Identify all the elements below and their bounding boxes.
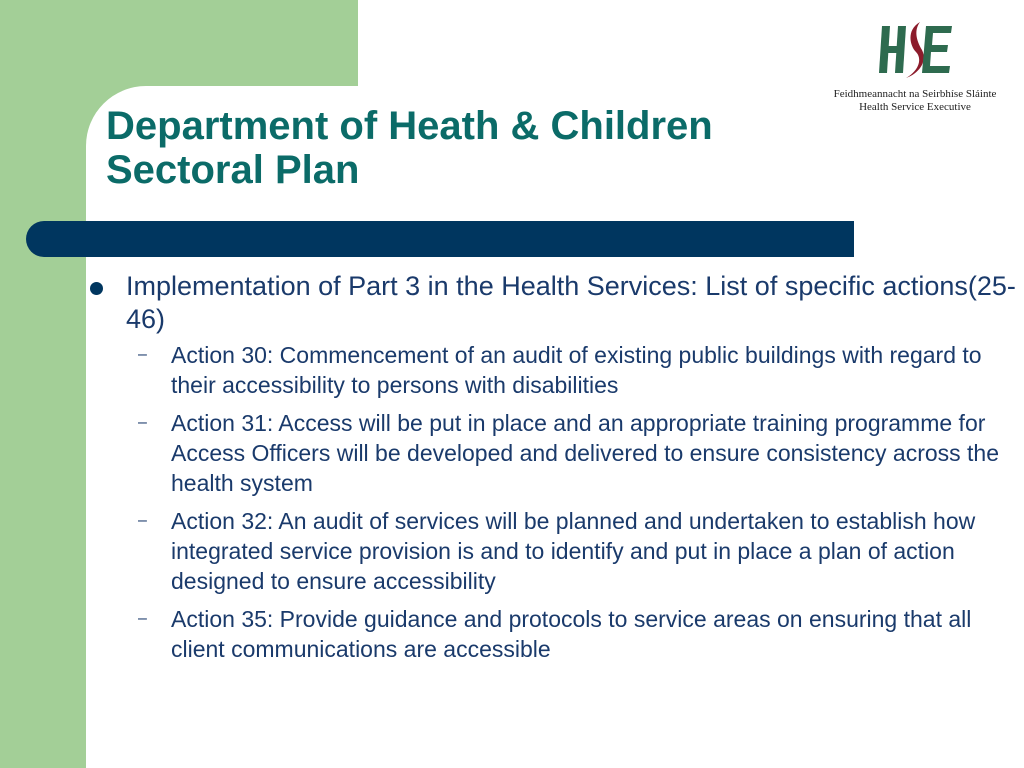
logo-english-name: Health Service Executive xyxy=(859,101,971,113)
hse-logo xyxy=(830,18,1000,118)
sub-bullet-text: Action 32: An audit of services will be planned and undertaken to establish how integrated service provision is and to identify and put in place a plan of action designed to ensure accessibility xyxy=(171,508,976,594)
title-line-1: Department of Heath & Children xyxy=(106,104,713,148)
main-bullet-text: Implementation of Part 3 in the Health Services: List of specific actions(25-46) xyxy=(126,271,1016,334)
dash-icon: – xyxy=(138,346,147,363)
sub-bullet-item xyxy=(86,506,1016,596)
title-divider-bar xyxy=(26,221,854,257)
hse-logo-mark xyxy=(876,18,954,80)
sub-bullet-item xyxy=(86,340,1016,400)
title-line-2: Sectoral Plan xyxy=(106,148,360,192)
sub-bullet-text: Action 30: Commencement of an audit of existing public buildings with regard to their accessibility to persons with disabilities xyxy=(171,342,982,398)
sub-bullet-text: Action 31: Access will be put in place and an appropriate training programme for Access Officers will be developed and delivered to ensure consistency across the health system xyxy=(171,410,1000,496)
bullet-dot-icon xyxy=(90,282,103,295)
dash-icon: – xyxy=(138,512,147,529)
dash-icon: – xyxy=(138,610,147,627)
sub-bullet-list xyxy=(86,340,1016,664)
slide-body xyxy=(86,270,1016,672)
sub-bullet-item xyxy=(86,604,1016,664)
sub-bullet-item xyxy=(86,408,1016,498)
dash-icon: – xyxy=(138,414,147,431)
logo-irish-name: Feidhmeannacht na Seirbhíse Sláinte xyxy=(833,88,997,100)
main-bullet xyxy=(86,270,1016,336)
sub-bullet-text: Action 35: Provide guidance and protocols to service areas on ensuring that all client communications are accessible xyxy=(171,606,972,662)
slide-title xyxy=(106,104,713,192)
